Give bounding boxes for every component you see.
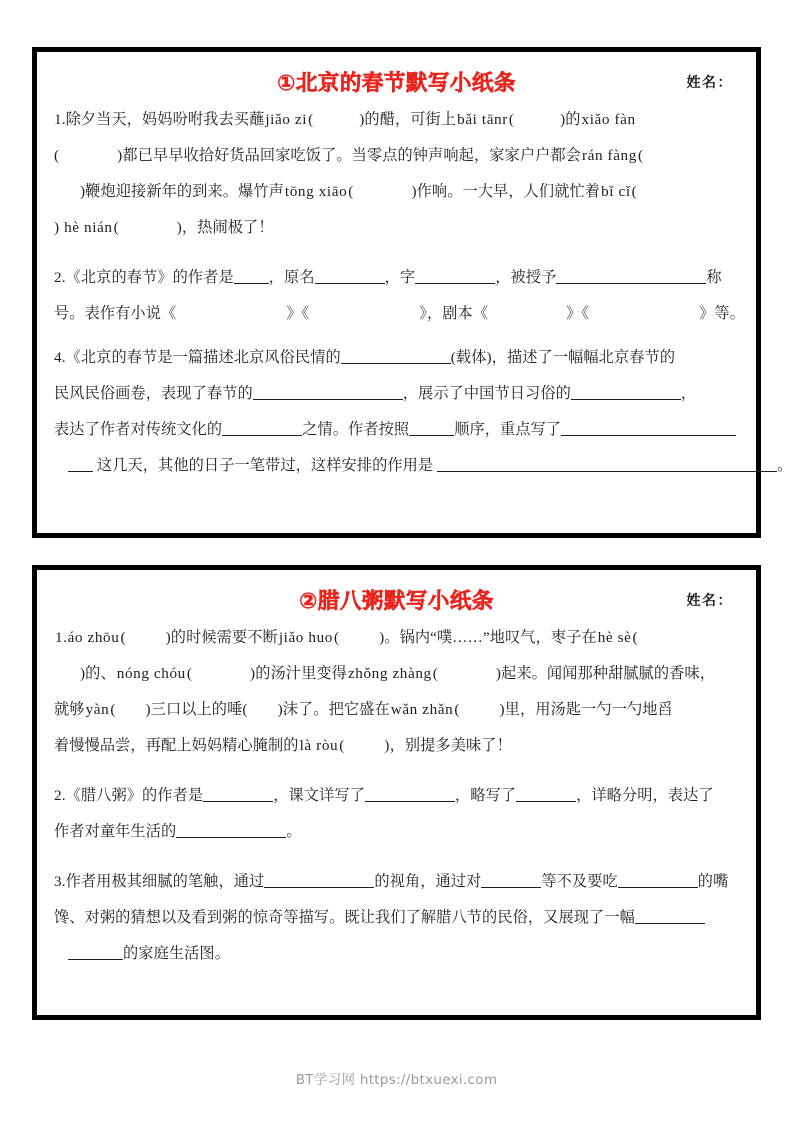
q2-text-g: 》《 bbox=[286, 305, 310, 322]
worksheet-card-beijing-spring-festival bbox=[32, 47, 793, 538]
student-name-label: 姓名： bbox=[686, 75, 733, 91]
q1-text-b: 。锅内“噗……”地叹气，枣子在 bbox=[384, 629, 597, 646]
pinyin-bici: bǐ cǐ bbox=[601, 183, 631, 200]
answer-paren[interactable]: ( ) bbox=[54, 147, 123, 164]
open-paren[interactable]: ( bbox=[631, 183, 637, 200]
q2-text-f: 号。表作有小说《 bbox=[54, 305, 177, 322]
question-1-line-2 bbox=[54, 138, 739, 174]
q3-text-c: 等不及要吃 bbox=[541, 873, 618, 890]
pinyin-jiaozi: jiǎo zi bbox=[265, 111, 308, 128]
q2-text-b: ，原名 bbox=[268, 269, 315, 286]
question-2 bbox=[54, 260, 745, 332]
card-header bbox=[54, 582, 739, 620]
q1-text-h: 沫了。把它盛在 bbox=[282, 701, 390, 718]
site-watermark: BT学习网 https://btxuexi.com bbox=[295, 1072, 498, 1088]
answer-blank[interactable] bbox=[437, 456, 777, 472]
answer-blank[interactable] bbox=[415, 268, 495, 284]
question-2-line-2 bbox=[54, 296, 745, 332]
question-1 bbox=[54, 620, 739, 764]
q2-text-f: 。 bbox=[286, 823, 302, 840]
question-1-line-4 bbox=[54, 210, 739, 246]
answer-paren[interactable]: ( ) bbox=[348, 183, 417, 200]
q4-text-c: 民风民俗画卷，表现了春节的 bbox=[54, 385, 253, 402]
q1-text-d: 都已早早收拾好货品回家吃饭了。当零点的钟声响起，家家户户都会 bbox=[122, 147, 581, 164]
q2-text-h: 》，剧本《 bbox=[419, 305, 489, 322]
answer-paren[interactable]: ( ) bbox=[120, 629, 171, 646]
q4-text-g: 之情。作者按照 bbox=[302, 421, 410, 438]
pinyin-henian: hè nián bbox=[64, 219, 113, 236]
page-title: ①北京的春节默写小纸条 bbox=[277, 71, 516, 96]
q1-text-c: 的 bbox=[565, 111, 581, 128]
spacer bbox=[54, 332, 739, 340]
question-1-line-2 bbox=[54, 656, 739, 692]
question-2-line-1 bbox=[54, 260, 739, 296]
answer-paren[interactable]: ( ) bbox=[308, 111, 365, 128]
answer-paren[interactable]: ( ) bbox=[242, 701, 283, 718]
answer-paren[interactable]: ( ) bbox=[113, 219, 182, 236]
q1-text-g: ，热闹极了！ bbox=[181, 219, 274, 236]
pinyin-aozhou: 1.áo zhōu bbox=[55, 629, 120, 646]
pinyin-ranfang: rán fàng bbox=[581, 147, 637, 164]
answer-blank[interactable] bbox=[234, 268, 269, 284]
question-4-line-4 bbox=[54, 448, 793, 484]
answer-blank[interactable] bbox=[635, 908, 705, 924]
question-4-line-2 bbox=[54, 376, 739, 412]
pinyin-jiaohuo: jiǎo huo bbox=[278, 629, 333, 646]
pinyin-nongchou: nóng chóu bbox=[116, 665, 186, 682]
q1-text-f: 作响。一大早，人们就忙着 bbox=[416, 183, 601, 200]
q1-text-f: 就够 bbox=[54, 701, 85, 718]
answer-paren[interactable]: ( ) bbox=[432, 665, 502, 682]
q4-text-j: 。 bbox=[777, 457, 793, 474]
answer-paren[interactable]: ( ) bbox=[339, 737, 390, 754]
q1-text-c: 的、 bbox=[85, 665, 116, 682]
answer-blank[interactable] bbox=[341, 348, 451, 364]
q1-text-b: 的醋，可街上 bbox=[364, 111, 457, 128]
answer-paren[interactable]: ( ) bbox=[186, 665, 256, 682]
q4-text-a: 4.《北京的春节是一篇描述北京风俗民情的 bbox=[54, 349, 341, 366]
question-1-line-3 bbox=[54, 174, 739, 210]
q4-text-i: 这几天，其他的日子一笔带过，这样安排的作用是 bbox=[96, 457, 434, 474]
answer-blank[interactable] bbox=[516, 786, 576, 802]
spacer bbox=[54, 764, 739, 778]
q1-text-e: 鞭炮迎接新年的到来。爆竹声 bbox=[85, 183, 284, 200]
worksheet-card-laba-porridge bbox=[32, 565, 761, 1020]
q2-text-b: ，课文详写了 bbox=[273, 787, 365, 804]
answer-paren[interactable]: ( ) bbox=[508, 111, 566, 128]
q1-text-a: 的时候需要不断 bbox=[170, 629, 278, 646]
close-paren[interactable]: ) bbox=[54, 219, 60, 236]
q1-text-e: 起来。闻闻那种甜腻腻的香味， bbox=[501, 665, 716, 682]
q1-text-g: 三口以上的唾 bbox=[150, 701, 243, 718]
answer-paren[interactable]: ( ) bbox=[454, 701, 505, 718]
open-paren[interactable]: ( bbox=[637, 147, 644, 164]
answer-blank[interactable] bbox=[176, 822, 286, 838]
q2-text-a: 2.《北京的春节》的作者是 bbox=[54, 269, 234, 286]
question-1 bbox=[54, 102, 739, 246]
q3-text-f: 的家庭生活图。 bbox=[123, 945, 231, 962]
q3-text-b: 的视角，通过对 bbox=[374, 873, 482, 890]
answer-blank[interactable] bbox=[618, 872, 698, 888]
open-paren[interactable]: ( bbox=[632, 629, 638, 646]
q3-text-a: 3.作者用极其细腻的笔触，通过 bbox=[54, 873, 265, 890]
q1-text-a: 1.除夕当天，妈妈吩咐我去买蘸 bbox=[54, 111, 265, 128]
close-paren[interactable]: ) bbox=[80, 183, 86, 200]
q4-text-h: 顺序，重点写了 bbox=[454, 421, 562, 438]
answer-blank[interactable] bbox=[222, 420, 302, 436]
q3-text-d: 的嘴 bbox=[697, 873, 729, 890]
close-paren[interactable]: ) bbox=[80, 665, 86, 682]
answer-blank[interactable] bbox=[203, 786, 273, 802]
question-1-line-4 bbox=[54, 728, 739, 764]
answer-blank[interactable] bbox=[365, 786, 455, 802]
answer-blank[interactable] bbox=[571, 384, 681, 400]
pinyin-yan: yàn bbox=[85, 701, 110, 718]
answer-blank[interactable] bbox=[561, 420, 736, 436]
question-4-line-3 bbox=[54, 412, 739, 448]
q2-text-a: 2.《腊八粥》的作者是 bbox=[54, 787, 204, 804]
q3-text-e: 馋、对粥的猜想以及看到粥的惊奇等描写。既让我们了解腊八节的民俗，又展现了一幅 bbox=[54, 909, 635, 926]
answer-blank[interactable] bbox=[409, 420, 454, 436]
answer-paren[interactable]: ( ) bbox=[333, 629, 385, 646]
question-4 bbox=[54, 340, 793, 484]
pinyin-xiaofan: xiǎo fàn bbox=[581, 111, 636, 128]
question-2-line-1 bbox=[54, 778, 739, 814]
q4-text-e: ， bbox=[680, 385, 697, 402]
answer-paren[interactable]: ( ) bbox=[110, 701, 151, 718]
q4-text-b: (载体)，描述了一幅幅北京春节的 bbox=[450, 349, 676, 366]
question-3 bbox=[54, 864, 739, 972]
q2-text-d: ，详略分明，表达了 bbox=[576, 787, 714, 804]
q4-text-d: ，展示了中国节日习俗的 bbox=[402, 385, 571, 402]
spacer bbox=[54, 850, 739, 864]
q1-text-j: 着慢慢品尝，再配上妈妈精心腌制的 bbox=[54, 737, 299, 754]
q2-text-e: 作者对童年生活的 bbox=[54, 823, 177, 840]
pinyin-tongxiao: tōng xiāo bbox=[284, 183, 348, 200]
answer-blank[interactable] bbox=[68, 944, 123, 960]
question-2 bbox=[54, 778, 739, 850]
question-1-line-1 bbox=[54, 102, 739, 138]
answer-blank[interactable] bbox=[68, 456, 93, 472]
pinyin-zhongzhang: zhǒng zhàng bbox=[347, 665, 432, 682]
question-1-line-1 bbox=[54, 620, 739, 656]
question-3-line-3 bbox=[54, 936, 739, 972]
q2-text-j: 》等。 bbox=[699, 305, 745, 322]
answer-blank[interactable] bbox=[315, 268, 385, 284]
page-title: ②腊八粥默写小纸条 bbox=[299, 589, 494, 614]
q1-text-d: 的汤汁里变得 bbox=[255, 665, 347, 682]
answer-blank[interactable] bbox=[253, 384, 403, 400]
q2-text-c: ，略写了 bbox=[454, 787, 517, 804]
q1-text-i: 里，用汤匙一勺一勺地舀 bbox=[504, 701, 673, 718]
answer-blank[interactable] bbox=[481, 872, 541, 888]
pinyin-wanzhan: wǎn zhǎn bbox=[390, 701, 454, 718]
pinyin-hese: hè sè bbox=[597, 629, 632, 646]
question-2-line-2 bbox=[54, 814, 739, 850]
q2-text-c: ，字 bbox=[384, 269, 416, 286]
q2-text-e: 称 bbox=[706, 269, 722, 286]
q2-text-i: 》《 bbox=[566, 305, 590, 322]
question-1-line-3 bbox=[54, 692, 739, 728]
question-3-line-1 bbox=[54, 864, 739, 900]
q2-text-d: ，被授予 bbox=[495, 269, 557, 286]
student-name-label: 姓名： bbox=[686, 593, 733, 609]
pinyin-larou: là ròu bbox=[299, 737, 339, 754]
q1-text-k: ，别提多美味了！ bbox=[389, 737, 512, 754]
answer-blank[interactable] bbox=[556, 268, 706, 284]
q4-text-f: 表达了作者对传统文化的 bbox=[54, 421, 223, 438]
answer-blank[interactable] bbox=[264, 872, 374, 888]
pinyin-baitanr: bǎi tānr bbox=[457, 111, 508, 128]
spacer bbox=[54, 246, 739, 260]
card-header bbox=[54, 64, 739, 102]
question-4-line-1 bbox=[54, 340, 739, 376]
question-3-line-2 bbox=[54, 900, 739, 936]
